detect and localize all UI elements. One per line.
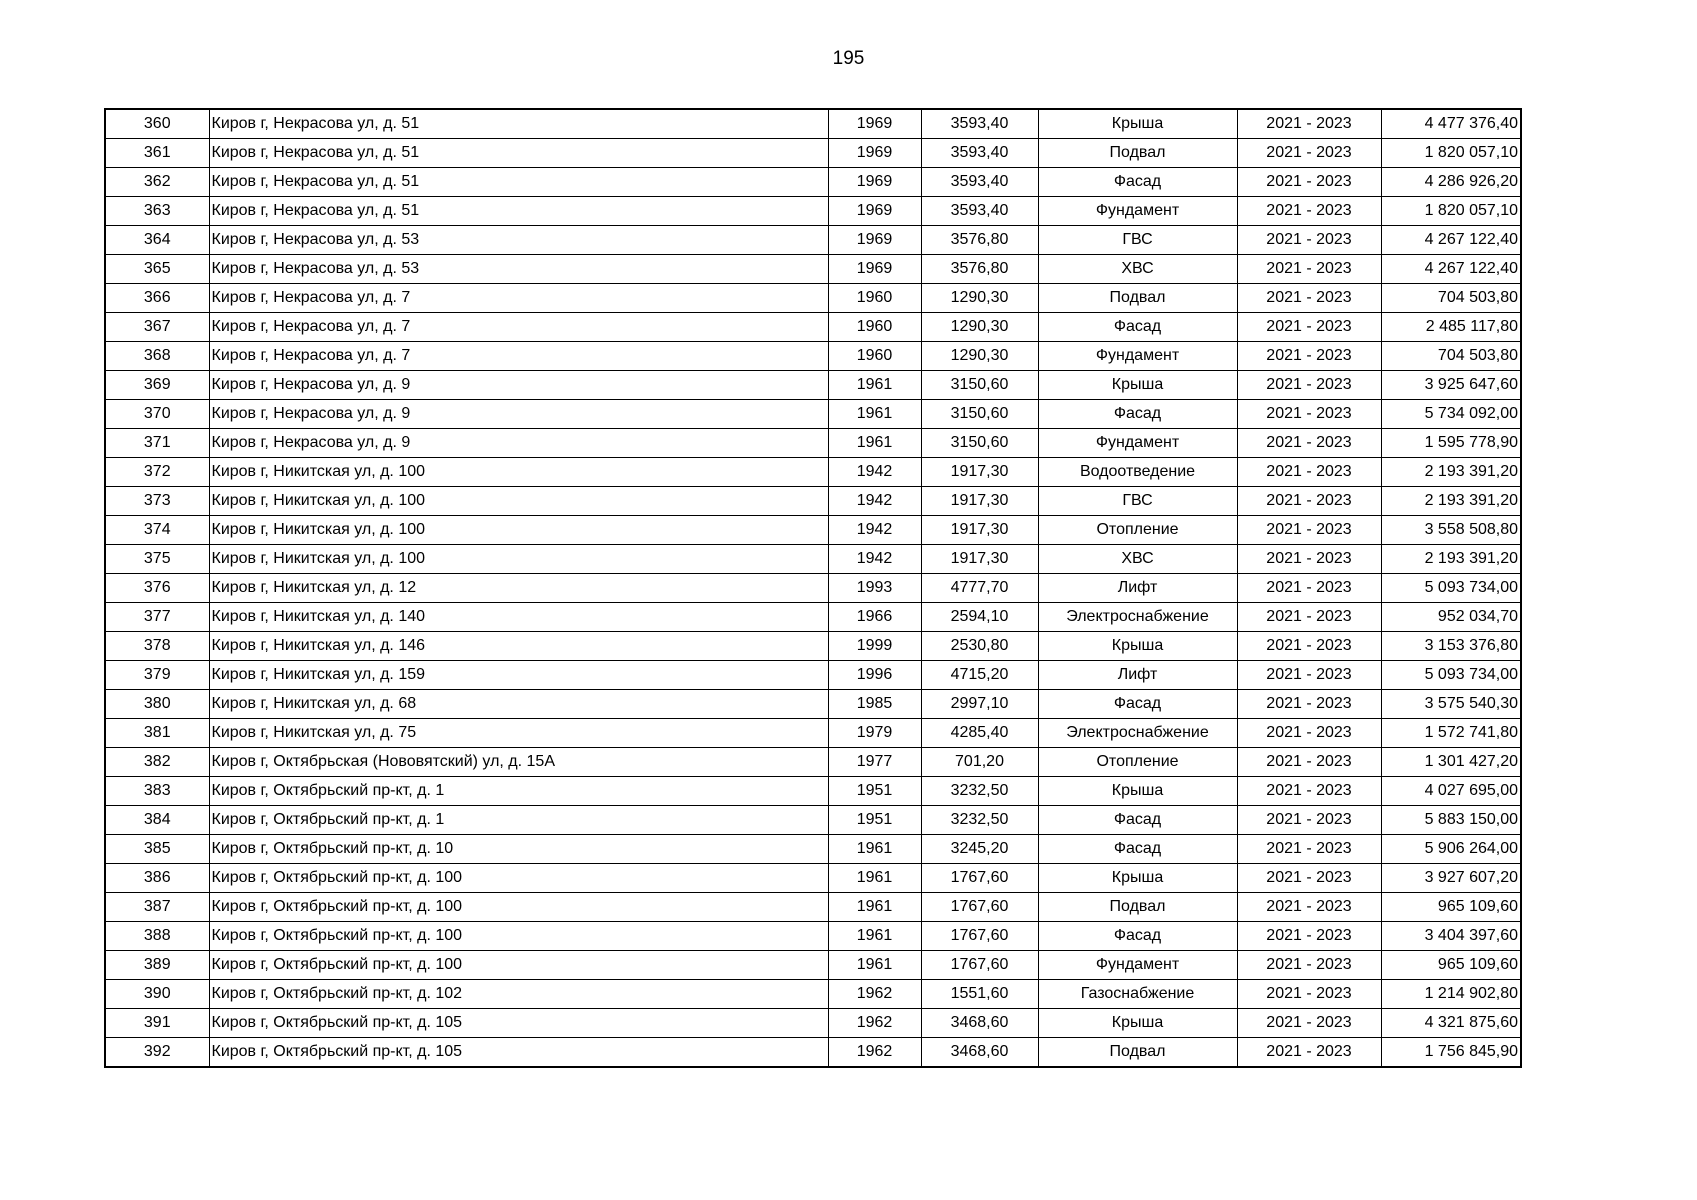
area-cell: 3232,50	[921, 777, 1038, 806]
work-type-cell: Крыша	[1038, 1009, 1237, 1038]
area-cell: 701,20	[921, 748, 1038, 777]
work-type-cell: Лифт	[1038, 661, 1237, 690]
build-year-cell: 1961	[828, 951, 921, 980]
cost-cell: 2 193 391,20	[1381, 487, 1521, 516]
address-cell: Киров г, Некрасова ул, д. 9	[209, 429, 828, 458]
work-type-cell: Водоотведение	[1038, 458, 1237, 487]
build-year-cell: 1996	[828, 661, 921, 690]
address-cell: Киров г, Октябрьский пр-кт, д. 100	[209, 922, 828, 951]
row-number-cell: 382	[105, 748, 209, 777]
period-cell: 2021 - 2023	[1237, 487, 1381, 516]
cost-cell: 704 503,80	[1381, 284, 1521, 313]
period-cell: 2021 - 2023	[1237, 109, 1381, 139]
address-cell: Киров г, Некрасова ул, д. 7	[209, 313, 828, 342]
table-row	[105, 313, 1521, 342]
work-type-cell: Электроснабжение	[1038, 603, 1237, 632]
build-year-cell: 1969	[828, 168, 921, 197]
address-cell: Киров г, Октябрьский пр-кт, д. 105	[209, 1038, 828, 1068]
area-cell: 1767,60	[921, 864, 1038, 893]
table-row	[105, 748, 1521, 777]
period-cell: 2021 - 2023	[1237, 690, 1381, 719]
period-cell: 2021 - 2023	[1237, 545, 1381, 574]
area-cell: 2530,80	[921, 632, 1038, 661]
row-number-cell: 381	[105, 719, 209, 748]
address-cell: Киров г, Некрасова ул, д. 9	[209, 400, 828, 429]
row-number-cell: 361	[105, 139, 209, 168]
table-row	[105, 226, 1521, 255]
table-row	[105, 603, 1521, 632]
area-cell: 3150,60	[921, 429, 1038, 458]
cost-cell: 965 109,60	[1381, 951, 1521, 980]
address-cell: Киров г, Октябрьский пр-кт, д. 105	[209, 1009, 828, 1038]
cost-cell: 5 906 264,00	[1381, 835, 1521, 864]
table-row	[105, 719, 1521, 748]
work-type-cell: Фасад	[1038, 690, 1237, 719]
address-cell: Киров г, Никитская ул, д. 100	[209, 487, 828, 516]
row-number-cell: 377	[105, 603, 209, 632]
area-cell: 3593,40	[921, 109, 1038, 139]
cost-cell: 3 153 376,80	[1381, 632, 1521, 661]
work-type-cell: Крыша	[1038, 371, 1237, 400]
address-cell: Киров г, Некрасова ул, д. 53	[209, 226, 828, 255]
row-number-cell: 368	[105, 342, 209, 371]
row-number-cell: 370	[105, 400, 209, 429]
build-year-cell: 1942	[828, 545, 921, 574]
address-cell: Киров г, Октябрьский пр-кт, д. 100	[209, 864, 828, 893]
build-year-cell: 1961	[828, 835, 921, 864]
area-cell: 3232,50	[921, 806, 1038, 835]
area-cell: 1767,60	[921, 951, 1038, 980]
area-cell: 1917,30	[921, 458, 1038, 487]
area-cell: 3593,40	[921, 168, 1038, 197]
build-year-cell: 1985	[828, 690, 921, 719]
row-number-cell: 369	[105, 371, 209, 400]
work-type-cell: ГВС	[1038, 487, 1237, 516]
build-year-cell: 1942	[828, 458, 921, 487]
area-cell: 3576,80	[921, 226, 1038, 255]
table-row	[105, 632, 1521, 661]
repair-register-table	[104, 108, 1522, 1068]
cost-cell: 952 034,70	[1381, 603, 1521, 632]
period-cell: 2021 - 2023	[1237, 777, 1381, 806]
address-cell: Киров г, Никитская ул, д. 68	[209, 690, 828, 719]
table-row	[105, 429, 1521, 458]
table-row	[105, 197, 1521, 226]
area-cell: 2997,10	[921, 690, 1038, 719]
work-type-cell: Фундамент	[1038, 429, 1237, 458]
address-cell: Киров г, Некрасова ул, д. 51	[209, 197, 828, 226]
row-number-cell: 365	[105, 255, 209, 284]
cost-cell: 4 267 122,40	[1381, 226, 1521, 255]
area-cell: 1290,30	[921, 284, 1038, 313]
cost-cell: 5 093 734,00	[1381, 574, 1521, 603]
period-cell: 2021 - 2023	[1237, 603, 1381, 632]
period-cell: 2021 - 2023	[1237, 168, 1381, 197]
period-cell: 2021 - 2023	[1237, 429, 1381, 458]
cost-cell: 5 883 150,00	[1381, 806, 1521, 835]
row-number-cell: 386	[105, 864, 209, 893]
work-type-cell: Электроснабжение	[1038, 719, 1237, 748]
work-type-cell: Фасад	[1038, 835, 1237, 864]
work-type-cell: Подвал	[1038, 893, 1237, 922]
cost-cell: 965 109,60	[1381, 893, 1521, 922]
cost-cell: 2 485 117,80	[1381, 313, 1521, 342]
area-cell: 2594,10	[921, 603, 1038, 632]
address-cell: Киров г, Октябрьский пр-кт, д. 10	[209, 835, 828, 864]
work-type-cell: Крыша	[1038, 632, 1237, 661]
address-cell: Киров г, Никитская ул, д. 100	[209, 545, 828, 574]
table-row	[105, 400, 1521, 429]
row-number-cell: 388	[105, 922, 209, 951]
period-cell: 2021 - 2023	[1237, 371, 1381, 400]
area-cell: 4715,20	[921, 661, 1038, 690]
period-cell: 2021 - 2023	[1237, 922, 1381, 951]
address-cell: Киров г, Некрасова ул, д. 9	[209, 371, 828, 400]
cost-cell: 4 027 695,00	[1381, 777, 1521, 806]
build-year-cell: 1960	[828, 284, 921, 313]
build-year-cell: 1962	[828, 1009, 921, 1038]
build-year-cell: 1942	[828, 487, 921, 516]
address-cell: Киров г, Октябрьский пр-кт, д. 102	[209, 980, 828, 1009]
table-row	[105, 139, 1521, 168]
address-cell: Киров г, Октябрьский пр-кт, д. 1	[209, 777, 828, 806]
period-cell: 2021 - 2023	[1237, 400, 1381, 429]
period-cell: 2021 - 2023	[1237, 835, 1381, 864]
row-number-cell: 385	[105, 835, 209, 864]
work-type-cell: Подвал	[1038, 284, 1237, 313]
period-cell: 2021 - 2023	[1237, 574, 1381, 603]
row-number-cell: 363	[105, 197, 209, 226]
build-year-cell: 1969	[828, 226, 921, 255]
table-row	[105, 458, 1521, 487]
row-number-cell: 376	[105, 574, 209, 603]
work-type-cell: Подвал	[1038, 1038, 1237, 1068]
build-year-cell: 1962	[828, 1038, 921, 1068]
build-year-cell: 1961	[828, 429, 921, 458]
area-cell: 3576,80	[921, 255, 1038, 284]
table-row	[105, 835, 1521, 864]
period-cell: 2021 - 2023	[1237, 342, 1381, 371]
area-cell: 3150,60	[921, 371, 1038, 400]
period-cell: 2021 - 2023	[1237, 719, 1381, 748]
address-cell: Киров г, Некрасова ул, д. 51	[209, 109, 828, 139]
build-year-cell: 1961	[828, 371, 921, 400]
build-year-cell: 1962	[828, 980, 921, 1009]
table-row	[105, 893, 1521, 922]
area-cell: 1917,30	[921, 516, 1038, 545]
build-year-cell: 1977	[828, 748, 921, 777]
table-row	[105, 806, 1521, 835]
address-cell: Киров г, Октябрьский пр-кт, д. 100	[209, 951, 828, 980]
work-type-cell: Фундамент	[1038, 197, 1237, 226]
area-cell: 4285,40	[921, 719, 1038, 748]
area-cell: 3593,40	[921, 139, 1038, 168]
work-type-cell: Газоснабжение	[1038, 980, 1237, 1009]
address-cell: Киров г, Некрасова ул, д. 51	[209, 139, 828, 168]
build-year-cell: 1961	[828, 922, 921, 951]
cost-cell: 1 214 902,80	[1381, 980, 1521, 1009]
period-cell: 2021 - 2023	[1237, 313, 1381, 342]
row-number-cell: 378	[105, 632, 209, 661]
period-cell: 2021 - 2023	[1237, 806, 1381, 835]
address-cell: Киров г, Некрасова ул, д. 53	[209, 255, 828, 284]
area-cell: 1767,60	[921, 893, 1038, 922]
work-type-cell: ХВС	[1038, 545, 1237, 574]
period-cell: 2021 - 2023	[1237, 139, 1381, 168]
table-row	[105, 980, 1521, 1009]
build-year-cell: 1961	[828, 400, 921, 429]
build-year-cell: 1969	[828, 197, 921, 226]
table-row	[105, 951, 1521, 980]
period-cell: 2021 - 2023	[1237, 632, 1381, 661]
period-cell: 2021 - 2023	[1237, 661, 1381, 690]
build-year-cell: 1999	[828, 632, 921, 661]
row-number-cell: 380	[105, 690, 209, 719]
work-type-cell: Фасад	[1038, 922, 1237, 951]
row-number-cell: 392	[105, 1038, 209, 1068]
cost-cell: 1 756 845,90	[1381, 1038, 1521, 1068]
table-row	[105, 690, 1521, 719]
build-year-cell: 1960	[828, 313, 921, 342]
work-type-cell: Крыша	[1038, 777, 1237, 806]
period-cell: 2021 - 2023	[1237, 1038, 1381, 1068]
address-cell: Киров г, Некрасова ул, д. 7	[209, 342, 828, 371]
build-year-cell: 1951	[828, 777, 921, 806]
work-type-cell: Лифт	[1038, 574, 1237, 603]
area-cell: 3593,40	[921, 197, 1038, 226]
row-number-cell: 367	[105, 313, 209, 342]
row-number-cell: 384	[105, 806, 209, 835]
table-row	[105, 1009, 1521, 1038]
row-number-cell: 383	[105, 777, 209, 806]
row-number-cell: 389	[105, 951, 209, 980]
work-type-cell: Фасад	[1038, 313, 1237, 342]
build-year-cell: 1951	[828, 806, 921, 835]
work-type-cell: Фасад	[1038, 806, 1237, 835]
build-year-cell: 1969	[828, 139, 921, 168]
work-type-cell: Крыша	[1038, 109, 1237, 139]
period-cell: 2021 - 2023	[1237, 864, 1381, 893]
row-number-cell: 375	[105, 545, 209, 574]
period-cell: 2021 - 2023	[1237, 951, 1381, 980]
cost-cell: 2 193 391,20	[1381, 458, 1521, 487]
table-row	[105, 661, 1521, 690]
table-row	[105, 516, 1521, 545]
address-cell: Киров г, Никитская ул, д. 140	[209, 603, 828, 632]
address-cell: Киров г, Никитская ул, д. 100	[209, 458, 828, 487]
cost-cell: 4 321 875,60	[1381, 1009, 1521, 1038]
address-cell: Киров г, Некрасова ул, д. 7	[209, 284, 828, 313]
table-row	[105, 342, 1521, 371]
cost-cell: 704 503,80	[1381, 342, 1521, 371]
address-cell: Киров г, Октябрьская (Нововятский) ул, д. 15А	[209, 748, 828, 777]
area-cell: 3150,60	[921, 400, 1038, 429]
cost-cell: 3 404 397,60	[1381, 922, 1521, 951]
period-cell: 2021 - 2023	[1237, 893, 1381, 922]
work-type-cell: ГВС	[1038, 226, 1237, 255]
row-number-cell: 379	[105, 661, 209, 690]
period-cell: 2021 - 2023	[1237, 980, 1381, 1009]
work-type-cell: Фундамент	[1038, 342, 1237, 371]
table-row	[105, 777, 1521, 806]
table-row	[105, 284, 1521, 313]
table-row	[105, 255, 1521, 284]
cost-cell: 1 572 741,80	[1381, 719, 1521, 748]
cost-cell: 3 575 540,30	[1381, 690, 1521, 719]
period-cell: 2021 - 2023	[1237, 197, 1381, 226]
work-type-cell: Фасад	[1038, 400, 1237, 429]
area-cell: 1290,30	[921, 342, 1038, 371]
work-type-cell: Фасад	[1038, 168, 1237, 197]
cost-cell: 3 558 508,80	[1381, 516, 1521, 545]
period-cell: 2021 - 2023	[1237, 748, 1381, 777]
build-year-cell: 1969	[828, 109, 921, 139]
build-year-cell: 1979	[828, 719, 921, 748]
area-cell: 1290,30	[921, 313, 1038, 342]
table-row	[105, 545, 1521, 574]
period-cell: 2021 - 2023	[1237, 255, 1381, 284]
period-cell: 2021 - 2023	[1237, 284, 1381, 313]
build-year-cell: 1993	[828, 574, 921, 603]
area-cell: 3468,60	[921, 1009, 1038, 1038]
table-row	[105, 487, 1521, 516]
row-number-cell: 360	[105, 109, 209, 139]
address-cell: Киров г, Некрасова ул, д. 51	[209, 168, 828, 197]
table-row	[105, 168, 1521, 197]
cost-cell: 3 927 607,20	[1381, 864, 1521, 893]
build-year-cell: 1961	[828, 864, 921, 893]
area-cell: 1767,60	[921, 922, 1038, 951]
row-number-cell: 366	[105, 284, 209, 313]
cost-cell: 1 301 427,20	[1381, 748, 1521, 777]
row-number-cell: 372	[105, 458, 209, 487]
address-cell: Киров г, Никитская ул, д. 12	[209, 574, 828, 603]
period-cell: 2021 - 2023	[1237, 516, 1381, 545]
cost-cell: 1 820 057,10	[1381, 197, 1521, 226]
build-year-cell: 1960	[828, 342, 921, 371]
period-cell: 2021 - 2023	[1237, 226, 1381, 255]
address-cell: Киров г, Октябрьский пр-кт, д. 1	[209, 806, 828, 835]
table-body	[105, 109, 1521, 1067]
area-cell: 1917,30	[921, 487, 1038, 516]
table-row	[105, 371, 1521, 400]
period-cell: 2021 - 2023	[1237, 1009, 1381, 1038]
page-number: 195	[832, 48, 865, 69]
area-cell: 4777,70	[921, 574, 1038, 603]
table-row	[105, 1038, 1521, 1068]
cost-cell: 4 286 926,20	[1381, 168, 1521, 197]
work-type-cell: Крыша	[1038, 864, 1237, 893]
work-type-cell: Подвал	[1038, 139, 1237, 168]
build-year-cell: 1969	[828, 255, 921, 284]
cost-cell: 1 595 778,90	[1381, 429, 1521, 458]
table-row	[105, 922, 1521, 951]
cost-cell: 4 477 376,40	[1381, 109, 1521, 139]
address-cell: Киров г, Никитская ул, д. 100	[209, 516, 828, 545]
cost-cell: 5 093 734,00	[1381, 661, 1521, 690]
work-type-cell: ХВС	[1038, 255, 1237, 284]
build-year-cell: 1942	[828, 516, 921, 545]
cost-cell: 2 193 391,20	[1381, 545, 1521, 574]
work-type-cell: Фундамент	[1038, 951, 1237, 980]
address-cell: Киров г, Никитская ул, д. 159	[209, 661, 828, 690]
area-cell: 1551,60	[921, 980, 1038, 1009]
work-type-cell: Отопление	[1038, 748, 1237, 777]
area-cell: 3245,20	[921, 835, 1038, 864]
row-number-cell: 364	[105, 226, 209, 255]
address-cell: Киров г, Никитская ул, д. 146	[209, 632, 828, 661]
cost-cell: 3 925 647,60	[1381, 371, 1521, 400]
address-cell: Киров г, Никитская ул, д. 75	[209, 719, 828, 748]
address-cell: Киров г, Октябрьский пр-кт, д. 100	[209, 893, 828, 922]
row-number-cell: 390	[105, 980, 209, 1009]
build-year-cell: 1961	[828, 893, 921, 922]
cost-cell: 5 734 092,00	[1381, 400, 1521, 429]
area-cell: 1917,30	[921, 545, 1038, 574]
row-number-cell: 371	[105, 429, 209, 458]
table-row	[105, 864, 1521, 893]
area-cell: 3468,60	[921, 1038, 1038, 1068]
table-row	[105, 109, 1521, 139]
cost-cell: 4 267 122,40	[1381, 255, 1521, 284]
work-type-cell: Отопление	[1038, 516, 1237, 545]
cost-cell: 1 820 057,10	[1381, 139, 1521, 168]
build-year-cell: 1966	[828, 603, 921, 632]
table-row	[105, 574, 1521, 603]
row-number-cell: 373	[105, 487, 209, 516]
row-number-cell: 387	[105, 893, 209, 922]
row-number-cell: 374	[105, 516, 209, 545]
period-cell: 2021 - 2023	[1237, 458, 1381, 487]
row-number-cell: 362	[105, 168, 209, 197]
row-number-cell: 391	[105, 1009, 209, 1038]
